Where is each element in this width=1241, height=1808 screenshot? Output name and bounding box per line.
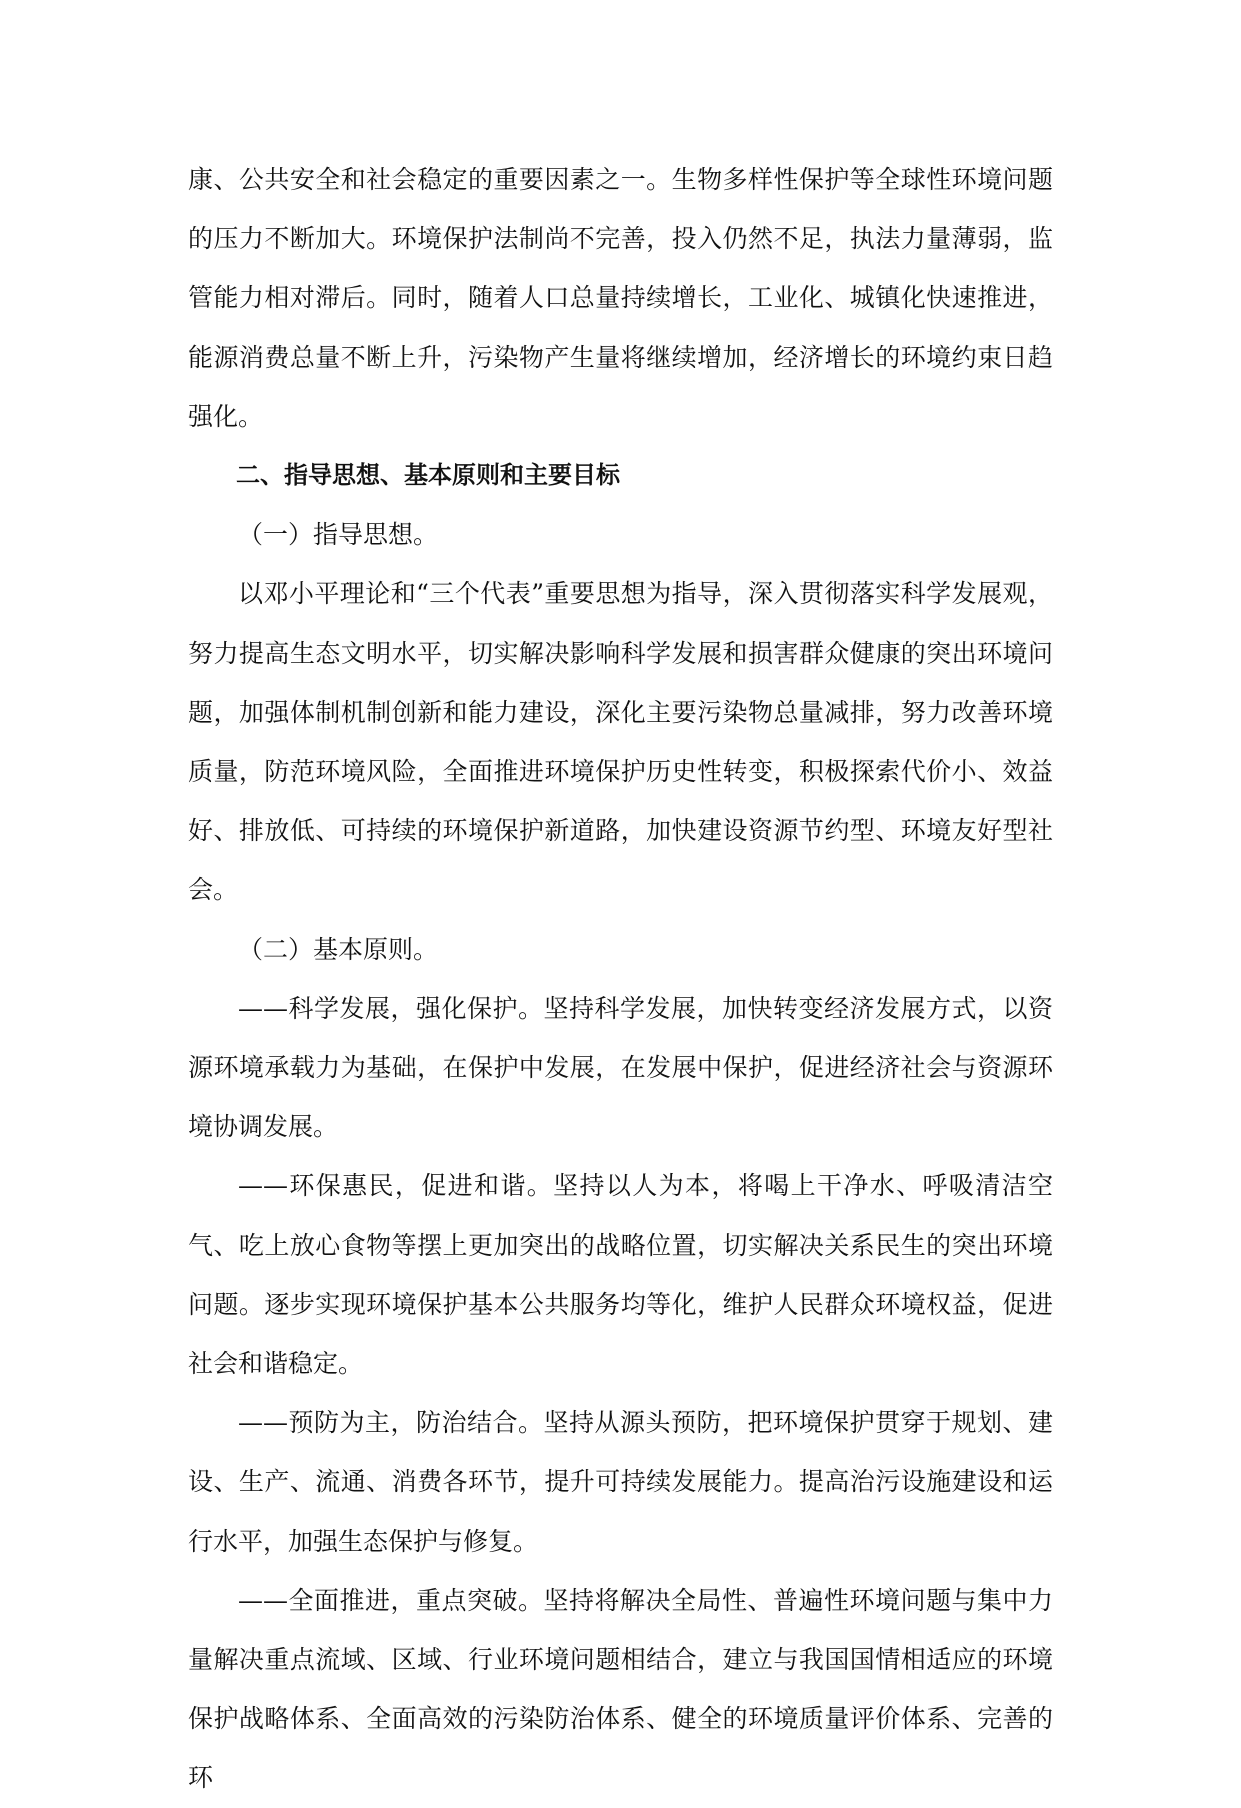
document-page [188,150,1053,1808]
paragraph-continuation: 康、公共安全和社会稳定的重要因素之一。生物多样性保护等全球性环境问题的压力不断加大。环境保护法制尚不完善，投入仍然不足，执法力量薄弱，监管能力相对滞后。同时，随着人口总量持续增长，工业化、城镇化快速推进，能源消费总量不断上升，污染物产生量将继续增加，经济增长的环境约束日趋强化。 [188,165,1053,431]
section-heading: 二、指导思想、基本原则和主要目标 [236,461,620,490]
paragraph-principle-science: ——科学发展，强化保护。坚持科学发展，加快转变经济发展方式，以资源环境承载力为基础，在保护中发展，在发展中保护，促进经济社会与资源环境协调发展。 [188,993,1053,1142]
paragraph-guiding-ideology: 以邓小平理论和“三个代表”重要思想为指导，深入贯彻落实科学发展观，努力提高生态文明水平，切实解决影响科学发展和损害群众健康的突出环境问题，加强体制机制创新和能力建设，深化主要污染物总量减排，努力改善环境质量，防范环境风险，全面推进环境保护历史性转变，积极探索代价小、效益好、排放低、可持续的环境保护新道路，加快建设资源节约型、环境友好型社会。 [188,579,1053,905]
paragraph-principle-people: ——环保惠民，促进和谐。坚持以人为本，将喝上干净水、呼吸清洁空气、吃上放心食物等摆上更加突出的战略位置，切实解决关系民生的突出环境问题。逐步实现环境保护基本公共服务均等化，维护人民群众环境权益，促进社会和谐稳定。 [188,1171,1053,1379]
paragraph-principle-comprehensive: ——全面推进，重点突破。坚持将解决全局性、普遍性环境问题与集中力量解决重点流域、区域、行业环境问题相结合，建立与我国国情相适应的环境保护战略体系、全面高效的污染防治体系、健全的环境质量评价体系、完善的环 [188,1585,1053,1793]
subsection-heading-basic-principles: （二）基本原则。 [238,934,439,964]
paragraph-principle-prevention: ——预防为主，防治结合。坚持从源头预防，把环境保护贯穿于规划、建设、生产、流通、消费各环节，提升可持续发展能力。提高治污设施建设和运行水平，加强生态保护与修复。 [188,1408,1053,1556]
subsection-heading-guiding-ideology: （一）指导思想。 [238,520,439,550]
